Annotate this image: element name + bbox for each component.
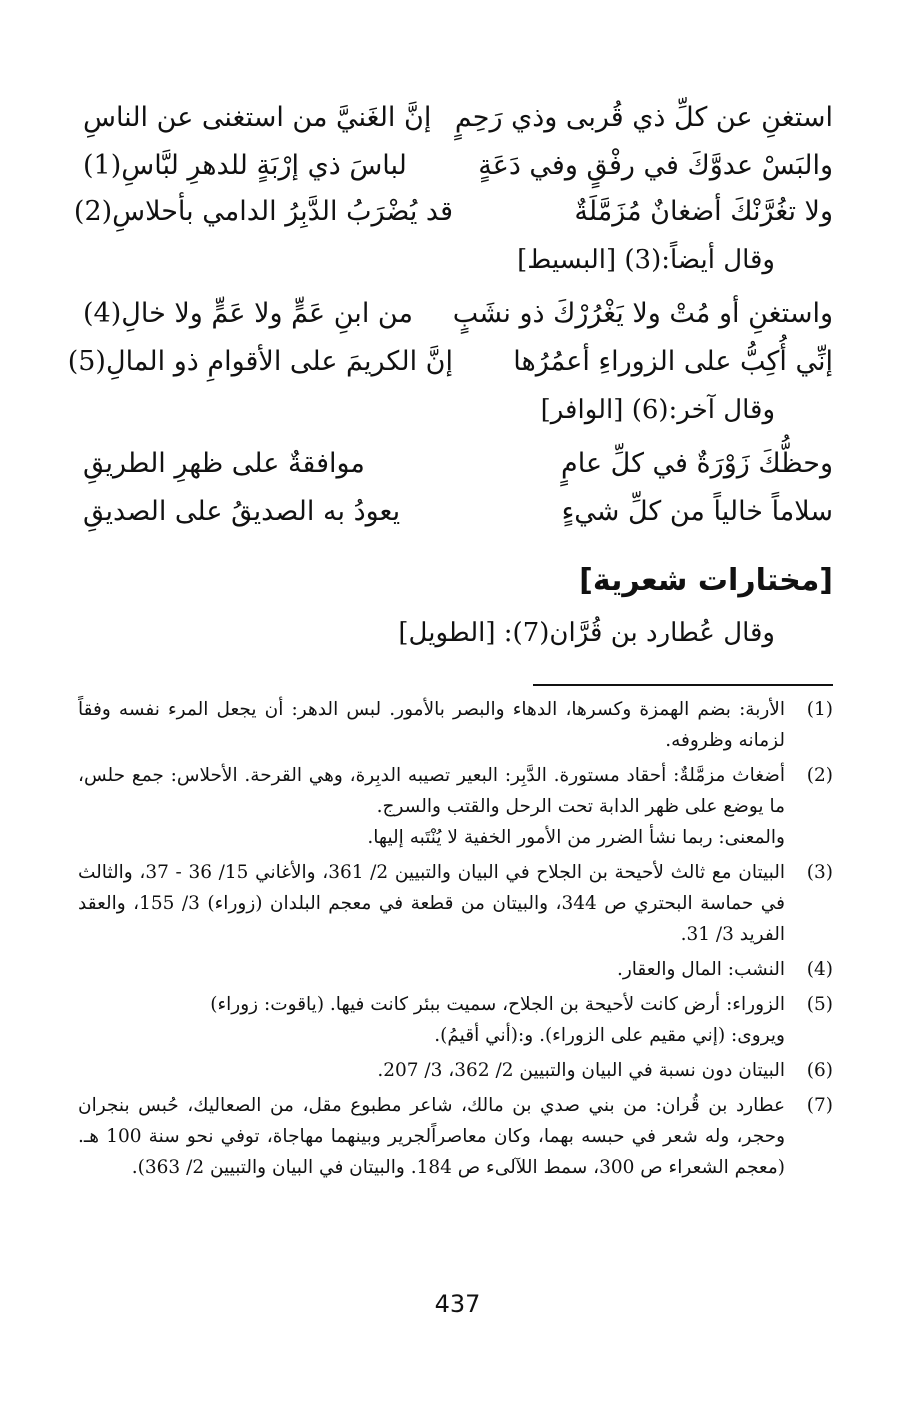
verse-line <box>83 490 833 534</box>
verse-second-hemistich: لباسَ ذي إرْبَةٍ للدهرِ لبَّاسِ(1) <box>83 150 407 181</box>
footnote-number: (3) <box>806 862 833 883</box>
footnote-separator <box>533 684 833 686</box>
verse-second-hemistich: يعودُ به الصديقُ على الصديقِ <box>83 496 401 527</box>
footnote-text: ويروى: (إني مقيم على الزوراء). و:(أني أقيمُ). <box>434 1025 785 1046</box>
footnote <box>78 760 833 853</box>
footnote-number: (5) <box>806 994 833 1015</box>
footnote <box>78 954 833 985</box>
verse-first-hemistich: سلاماً خالياً من كلِّ شيءٍ <box>561 496 833 527</box>
footnotes <box>78 694 833 1187</box>
footnote-text: الزوراء: أرض كانت لأحيحة بن الجلاح، سميت ببئر كانت فيها. (ياقوت: زوراء) <box>210 994 785 1015</box>
verse-second-hemistich: موافقةٌ على ظهرِ الطريقِ <box>83 448 365 479</box>
footnote-text: البيتان دون نسبة في البيان والتبيين 2/ 362، 3/ 207. <box>377 1060 785 1081</box>
verse-first-hemistich: استغنِ عن كلِّ ذي قُربى وذي رَحِمٍ <box>454 102 833 133</box>
verse-first-hemistich: إنِّي أُكِبُّ على الزوراءِ أعمُرُها <box>513 346 833 377</box>
verse-second-hemistich: إنَّ الكريمَ على الأقوامِ ذو المالِ(5) <box>67 346 453 377</box>
footnote-text: البيتان مع ثالث لأحيحة بن الجلاح في البيان والتبيين 2/ 361، والأغاني 15/ 36 - 37، والثالث في حماسة البحتري ص 344، والبيتان من قطعة في معجم البلدان (زوراء) 3/ 155، والعقد الفريد 3/ 31. <box>78 862 785 945</box>
footnote <box>78 1090 833 1183</box>
verse-line <box>73 190 833 234</box>
footnote <box>78 694 833 756</box>
section-title: [مختارات شعرية] <box>579 563 833 598</box>
verse-line <box>83 144 833 188</box>
footnote-text: النشب: المال والعقار. <box>616 959 785 980</box>
footnote-text: أضغاث مزمَّلةٌ: أحقاد مستورة. الدَّبِر: البعير تصيبه الدبِرة، وهي القرحة. الأحلاس: جمع حلس، ما يوضع على ظهر الدابة تحت الرحل والقتب والسرج. <box>78 765 785 817</box>
footnote-number: (1) <box>806 699 833 720</box>
verse-second-hemistich: قد يُضْرَبُ الدَّبِرُ الدامي بأحلاسِ(2) <box>73 196 453 227</box>
footnote-number: (2) <box>806 765 833 786</box>
verse-line <box>67 340 833 384</box>
footnote-text: عطارد بن قُران: من بني صدي بن مالك، شاعر مطبوع مقل، من الصعاليك، حُبس بنجران وحجر، وله شعر في حبسه بهما، وكان معاصراًلجرير وبينهما مهاجاة، توفي نحو سنة 100 هـ. (معجم الشعراء ص 300، سمط اللآلىء ص 184. والبيتان في البيان والتبيين 2/ 363). <box>78 1095 785 1178</box>
verse-first-hemistich: ولا تغُرَّنْكَ أضغانٌ مُزَمَّلَةٌ <box>574 196 833 227</box>
verse-line <box>83 292 833 336</box>
footnote-number: (6) <box>806 1060 833 1081</box>
verse-first-hemistich: والبَسْ عدوَّكَ في رفْقٍ وفي دَعَةٍ <box>478 150 833 181</box>
verse-first-hemistich: واستغنِ أو مُتْ ولا يَغْرُرْكَ ذو نشَبٍ <box>452 298 833 329</box>
verse-line <box>83 96 833 140</box>
poem-intro: وقال آخر:(6) [الوافر] <box>540 395 775 425</box>
footnote <box>78 1055 833 1086</box>
poem-intro: وقال أيضاً:(3) [البسيط] <box>517 245 775 275</box>
verse-second-hemistich: من ابنِ عَمٍّ ولا عَمٍّ ولا خالِ(4) <box>83 298 413 329</box>
footnote-number: (4) <box>806 959 833 980</box>
verse-second-hemistich: إنَّ الغَنيَّ من استغنى عن الناسِ <box>83 102 432 133</box>
footnote <box>78 857 833 950</box>
verse-first-hemistich: وحظُّكَ زَوْرَةٌ في كلِّ عامٍ <box>561 448 833 479</box>
poem-intro: وقال عُطارد بن قُرَّان(7): [الطويل] <box>398 618 775 648</box>
footnote-text: والمعنى: ربما نشأ الضرر من الأمور الخفية لا يُنْتَبه إليها. <box>367 827 785 848</box>
footnote-number: (7) <box>806 1095 833 1116</box>
verse-line <box>83 442 833 486</box>
footnote <box>78 989 833 1051</box>
footnote-text: الأربة: بضم الهمزة وكسرها، الدهاء والبصر بالأمور. لبس الدهر: أن يجعل المرء نفسه وفقاً لزمانه وظروفه. <box>78 699 785 751</box>
page-number: 437 <box>434 1290 481 1318</box>
